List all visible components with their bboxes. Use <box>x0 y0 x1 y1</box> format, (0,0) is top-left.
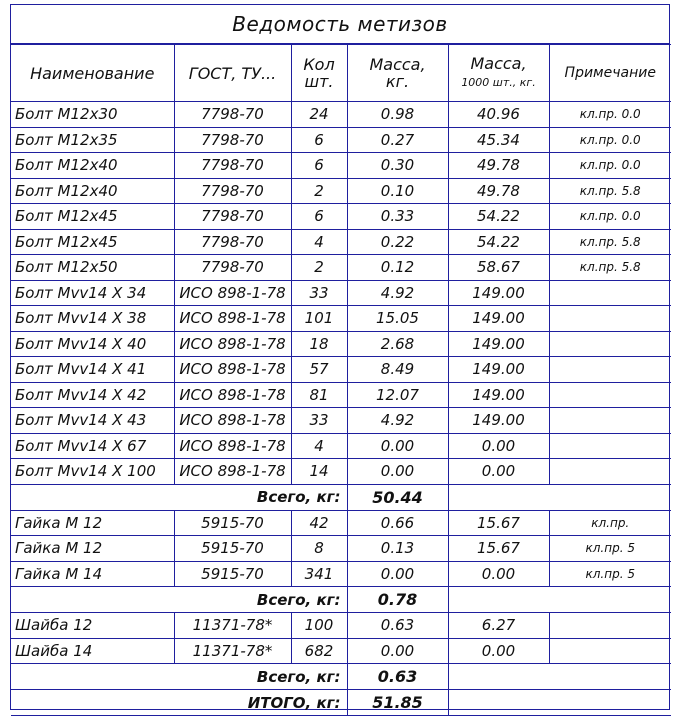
item-mass: 12.07 <box>347 382 448 408</box>
item-gost: ИСО 898-1-78 <box>174 331 291 357</box>
subtotal-value: 50.44 <box>347 484 448 510</box>
item-qty: 14 <box>291 459 347 485</box>
item-qty: 57 <box>291 357 347 383</box>
item-qty: 8 <box>291 536 347 562</box>
item-name: Гайка М 14 <box>11 561 174 587</box>
subtotal-value: 0.78 <box>347 587 448 613</box>
item-name: Болт М12х50 <box>11 255 174 281</box>
subtotal-row <box>11 484 671 510</box>
table-row <box>11 229 671 255</box>
table-row <box>11 255 671 281</box>
item-mass: 4.92 <box>347 408 448 434</box>
subtotal-label: Всего, кг: <box>11 587 347 613</box>
item-name: Болт Mvv14 X 100 <box>11 459 174 485</box>
item-mass-1000: 0.00 <box>448 433 549 459</box>
table-row <box>11 459 671 485</box>
item-name: Болт М12х45 <box>11 204 174 230</box>
table-row <box>11 408 671 434</box>
item-mass-1000: 149.00 <box>448 331 549 357</box>
item-qty: 4 <box>291 433 347 459</box>
item-mass-1000: 0.00 <box>448 561 549 587</box>
item-qty: 33 <box>291 408 347 434</box>
item-name: Болт М12х40 <box>11 178 174 204</box>
item-name: Болт Mvv14 X 42 <box>11 382 174 408</box>
item-gost: 7798-70 <box>174 127 291 153</box>
grand-total-row <box>11 690 671 716</box>
item-name: Болт М12х35 <box>11 127 174 153</box>
item-gost: 7798-70 <box>174 255 291 281</box>
item-name: Болт Mvv14 X 34 <box>11 280 174 306</box>
empty-cell <box>448 484 671 510</box>
item-note <box>549 613 671 639</box>
item-mass-1000: 149.00 <box>448 280 549 306</box>
item-mass: 0.10 <box>347 178 448 204</box>
table-row <box>11 153 671 179</box>
item-note <box>549 459 671 485</box>
item-mass: 0.12 <box>347 255 448 281</box>
item-gost: 5915-70 <box>174 536 291 562</box>
item-mass-1000: 49.78 <box>448 178 549 204</box>
table-row <box>11 127 671 153</box>
item-note: кл.пр. 0.0 <box>549 204 671 230</box>
item-gost: 5915-70 <box>174 561 291 587</box>
grand-total-label: ИТОГО, кг: <box>11 690 347 716</box>
table-row <box>11 178 671 204</box>
item-qty: 2 <box>291 178 347 204</box>
item-mass: 0.66 <box>347 510 448 536</box>
item-note <box>549 280 671 306</box>
item-mass-1000: 149.00 <box>448 357 549 383</box>
item-note: кл.пр. 5.8 <box>549 178 671 204</box>
item-qty: 24 <box>291 102 347 128</box>
item-mass-1000: 149.00 <box>448 382 549 408</box>
table-row <box>11 510 671 536</box>
item-gost: 11371-78* <box>174 638 291 664</box>
item-gost: 7798-70 <box>174 102 291 128</box>
item-note: кл.пр. 5 <box>549 536 671 562</box>
table-row <box>11 382 671 408</box>
item-qty: 6 <box>291 127 347 153</box>
item-gost: ИСО 898-1-78 <box>174 357 291 383</box>
item-mass: 0.30 <box>347 153 448 179</box>
item-mass: 2.68 <box>347 331 448 357</box>
item-note: кл.пр. <box>549 510 671 536</box>
item-gost: ИСО 898-1-78 <box>174 280 291 306</box>
item-gost: ИСО 898-1-78 <box>174 408 291 434</box>
item-mass-1000: 54.22 <box>448 204 549 230</box>
item-mass: 8.49 <box>347 357 448 383</box>
item-qty: 101 <box>291 306 347 332</box>
item-mass: 0.00 <box>347 561 448 587</box>
item-mass-1000: 149.00 <box>448 306 549 332</box>
item-name: Болт Mvv14 X 40 <box>11 331 174 357</box>
table-row <box>11 561 671 587</box>
item-gost: 5915-70 <box>174 510 291 536</box>
item-mass-1000: 58.67 <box>448 255 549 281</box>
item-mass-1000: 45.34 <box>448 127 549 153</box>
item-qty: 42 <box>291 510 347 536</box>
item-qty: 18 <box>291 331 347 357</box>
item-gost: 11371-78* <box>174 613 291 639</box>
item-note: кл.пр. 5.8 <box>549 229 671 255</box>
item-name: Болт М12х45 <box>11 229 174 255</box>
item-note <box>549 408 671 434</box>
subtotal-label: Всего, кг: <box>11 664 347 690</box>
item-qty: 100 <box>291 613 347 639</box>
item-name: Болт Mvv14 X 41 <box>11 357 174 383</box>
item-note: кл.пр. 5 <box>549 561 671 587</box>
item-mass: 0.00 <box>347 433 448 459</box>
item-name: Болт М12х40 <box>11 153 174 179</box>
item-mass-1000: 0.00 <box>448 459 549 485</box>
item-gost: ИСО 898-1-78 <box>174 459 291 485</box>
item-qty: 4 <box>291 229 347 255</box>
item-note <box>549 433 671 459</box>
item-note <box>549 331 671 357</box>
item-qty: 6 <box>291 153 347 179</box>
empty-cell <box>448 690 671 716</box>
subtotal-row <box>11 587 671 613</box>
item-mass: 0.63 <box>347 613 448 639</box>
subtotal-value: 0.63 <box>347 664 448 690</box>
table-row <box>11 638 671 664</box>
item-note <box>549 357 671 383</box>
header-row <box>11 45 671 102</box>
table-row <box>11 331 671 357</box>
item-mass: 0.27 <box>347 127 448 153</box>
item-note <box>549 382 671 408</box>
item-qty: 81 <box>291 382 347 408</box>
item-note: кл.пр. 5.8 <box>549 255 671 281</box>
hardware-table <box>11 44 671 716</box>
item-mass: 15.05 <box>347 306 448 332</box>
table-row <box>11 613 671 639</box>
item-note: кл.пр. 0.0 <box>549 127 671 153</box>
item-mass: 0.22 <box>347 229 448 255</box>
item-name: Болт Mvv14 X 43 <box>11 408 174 434</box>
header-name: Наименование <box>11 45 174 102</box>
item-name: Болт Mvv14 X 67 <box>11 433 174 459</box>
item-mass: 4.92 <box>347 280 448 306</box>
empty-cell <box>448 587 671 613</box>
item-name: Шайба 14 <box>11 638 174 664</box>
table-body <box>11 102 671 716</box>
document-title: Ведомость метизов <box>11 5 669 44</box>
item-mass-1000: 0.00 <box>448 638 549 664</box>
table-row <box>11 102 671 128</box>
item-mass-1000: 49.78 <box>448 153 549 179</box>
item-gost: 7798-70 <box>174 178 291 204</box>
table-row <box>11 536 671 562</box>
item-mass-1000: 15.67 <box>448 510 549 536</box>
table-row <box>11 204 671 230</box>
item-qty: 2 <box>291 255 347 281</box>
item-qty: 33 <box>291 280 347 306</box>
item-qty: 682 <box>291 638 347 664</box>
item-note: кл.пр. 0.0 <box>549 102 671 128</box>
header-qty: Кол шт. <box>291 45 347 102</box>
item-name: Болт Mvv14 X 38 <box>11 306 174 332</box>
header-mass: Масса, кг. <box>347 45 448 102</box>
item-gost: 7798-70 <box>174 229 291 255</box>
item-mass-1000: 149.00 <box>448 408 549 434</box>
table-row <box>11 357 671 383</box>
table-row <box>11 306 671 332</box>
item-name: Болт М12х30 <box>11 102 174 128</box>
hardware-schedule-sheet <box>10 4 670 710</box>
empty-cell <box>448 664 671 690</box>
item-name: Гайка М 12 <box>11 536 174 562</box>
item-mass-1000: 40.96 <box>448 102 549 128</box>
item-mass: 0.98 <box>347 102 448 128</box>
table-row <box>11 433 671 459</box>
item-mass: 0.33 <box>347 204 448 230</box>
item-gost: 7798-70 <box>174 204 291 230</box>
item-qty: 6 <box>291 204 347 230</box>
item-gost: ИСО 898-1-78 <box>174 306 291 332</box>
item-gost: ИСО 898-1-78 <box>174 433 291 459</box>
item-mass-1000: 15.67 <box>448 536 549 562</box>
subtotal-row <box>11 664 671 690</box>
item-mass-1000: 54.22 <box>448 229 549 255</box>
item-mass-1000: 6.27 <box>448 613 549 639</box>
item-gost: 7798-70 <box>174 153 291 179</box>
item-mass: 0.00 <box>347 638 448 664</box>
header-note: Примечание <box>549 45 671 102</box>
item-qty: 341 <box>291 561 347 587</box>
item-mass: 0.13 <box>347 536 448 562</box>
subtotal-label: Всего, кг: <box>11 484 347 510</box>
header-mass-1000: Масса, 1000 шт., кг. <box>448 45 549 102</box>
table-row <box>11 280 671 306</box>
item-note: кл.пр. 0.0 <box>549 153 671 179</box>
item-name: Гайка М 12 <box>11 510 174 536</box>
item-gost: ИСО 898-1-78 <box>174 382 291 408</box>
item-name: Шайба 12 <box>11 613 174 639</box>
item-note <box>549 306 671 332</box>
header-gost: ГОСТ, ТУ... <box>174 45 291 102</box>
grand-total-value: 51.85 <box>347 690 448 716</box>
item-mass: 0.00 <box>347 459 448 485</box>
item-note <box>549 638 671 664</box>
